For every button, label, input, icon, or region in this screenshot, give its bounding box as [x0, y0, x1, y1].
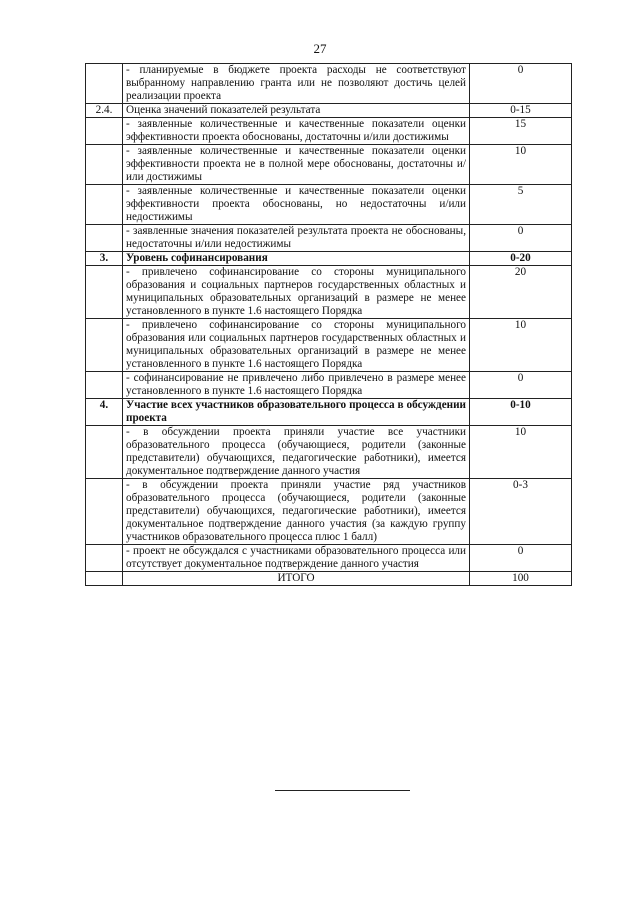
description-cell: - планируемые в бюджете проекта расходы не соответствуют выбранному направлению гранта или не позволяют достичь целей реализации проекта [123, 64, 470, 104]
score-cell: 0 [470, 64, 572, 104]
number-cell [86, 479, 123, 545]
description-cell: - привлечено софинансирование со стороны муниципального образования и социальных партнеров государственных областных и муниципальных образовательных организаций в размере не менее установленного в пункте 1.6 настоящего Порядка [123, 266, 470, 319]
section-row [86, 399, 572, 426]
criteria-row [86, 372, 572, 399]
score-cell: 10 [470, 319, 572, 372]
score-cell: 0 [470, 372, 572, 399]
score-cell: 15 [470, 118, 572, 145]
description-cell: - софинансирование не привлечено либо привлечено в размере менее установленного в пункте 1.6 настоящего Порядка [123, 372, 470, 399]
end-separator-line [275, 790, 410, 791]
total-row [86, 572, 572, 586]
score-cell: 0-10 [470, 399, 572, 426]
criteria-row [86, 104, 572, 118]
criteria-row [86, 319, 572, 372]
criteria-row [86, 479, 572, 545]
number-cell [86, 319, 123, 372]
score-cell: 0 [470, 545, 572, 572]
number-cell [86, 426, 123, 479]
criteria-row [86, 118, 572, 145]
number-cell [86, 145, 123, 185]
description-cell: Уровень софинансирования [123, 252, 470, 266]
number-cell [86, 64, 123, 104]
description-cell: - привлечено софинансирование со стороны муниципального образования или социальных партнеров государственных областных и муниципальных образовательных организаций в размере не менее установленного в пункте 1.6 настоящего Порядка [123, 319, 470, 372]
description-cell: - заявленные количественные и качественные показатели оценки эффективности проекта обоснованы, достаточны и/или достижимы [123, 118, 470, 145]
score-cell: 0-3 [470, 479, 572, 545]
score-cell: 10 [470, 426, 572, 479]
score-cell: 0-20 [470, 252, 572, 266]
criteria-row [86, 426, 572, 479]
criteria-row [86, 545, 572, 572]
description-cell: - заявленные количественные и качественные показатели оценки эффективности проекта не в полной мере обоснованы, достаточны и/или достижимы [123, 145, 470, 185]
criteria-table [85, 63, 572, 586]
number-cell: 4. [86, 399, 123, 426]
number-cell [86, 118, 123, 145]
number-cell [86, 225, 123, 252]
score-cell: 5 [470, 185, 572, 225]
number-cell [86, 545, 123, 572]
criteria-row [86, 225, 572, 252]
section-row [86, 252, 572, 266]
total-number-cell [86, 572, 123, 586]
criteria-row [86, 185, 572, 225]
criteria-row [86, 145, 572, 185]
number-cell: 2.4. [86, 104, 123, 118]
description-cell: - проект не обсуждался с участниками образовательного процесса или отсутствует документальное подтверждение данного участия [123, 545, 470, 572]
description-cell: - в обсуждении проекта приняли участие ряд участников образовательного процесса (обучающиеся, родители (законные представители) обучающихся, педагогические работники), имеется документальное подтверждение данного участия (за каждую группу участников образовательного процесса плюс 1 балл) [123, 479, 470, 545]
score-cell: 0 [470, 225, 572, 252]
score-cell: 20 [470, 266, 572, 319]
page-number: 27 [313, 41, 327, 56]
criteria-row [86, 64, 572, 104]
total-score-cell: 100 [470, 572, 572, 586]
number-cell [86, 185, 123, 225]
number-cell [86, 266, 123, 319]
criteria-row [86, 266, 572, 319]
description-cell: - в обсуждении проекта приняли участие все участники образовательного процесса (обучающиеся, родители (законные представители) обучающихся, педагогические работники), имеется документальное подтверждение данного участия [123, 426, 470, 479]
number-cell: 3. [86, 252, 123, 266]
description-cell: - заявленные значения показателей результата проекта не обоснованы, недостаточны и/или недостижимы [123, 225, 470, 252]
total-label-cell: ИТОГО [123, 572, 470, 586]
score-cell: 10 [470, 145, 572, 185]
number-cell [86, 372, 123, 399]
score-cell: 0-15 [470, 104, 572, 118]
description-cell: - заявленные количественные и качественные показатели оценки эффективности проекта обоснованы, но недостаточны и/или недостижимы [123, 185, 470, 225]
description-cell: Участие всех участников образовательного процесса в обсуждении проекта [123, 399, 470, 426]
criteria-table-body [86, 64, 572, 586]
description-cell: Оценка значений показателей результата [123, 104, 470, 118]
